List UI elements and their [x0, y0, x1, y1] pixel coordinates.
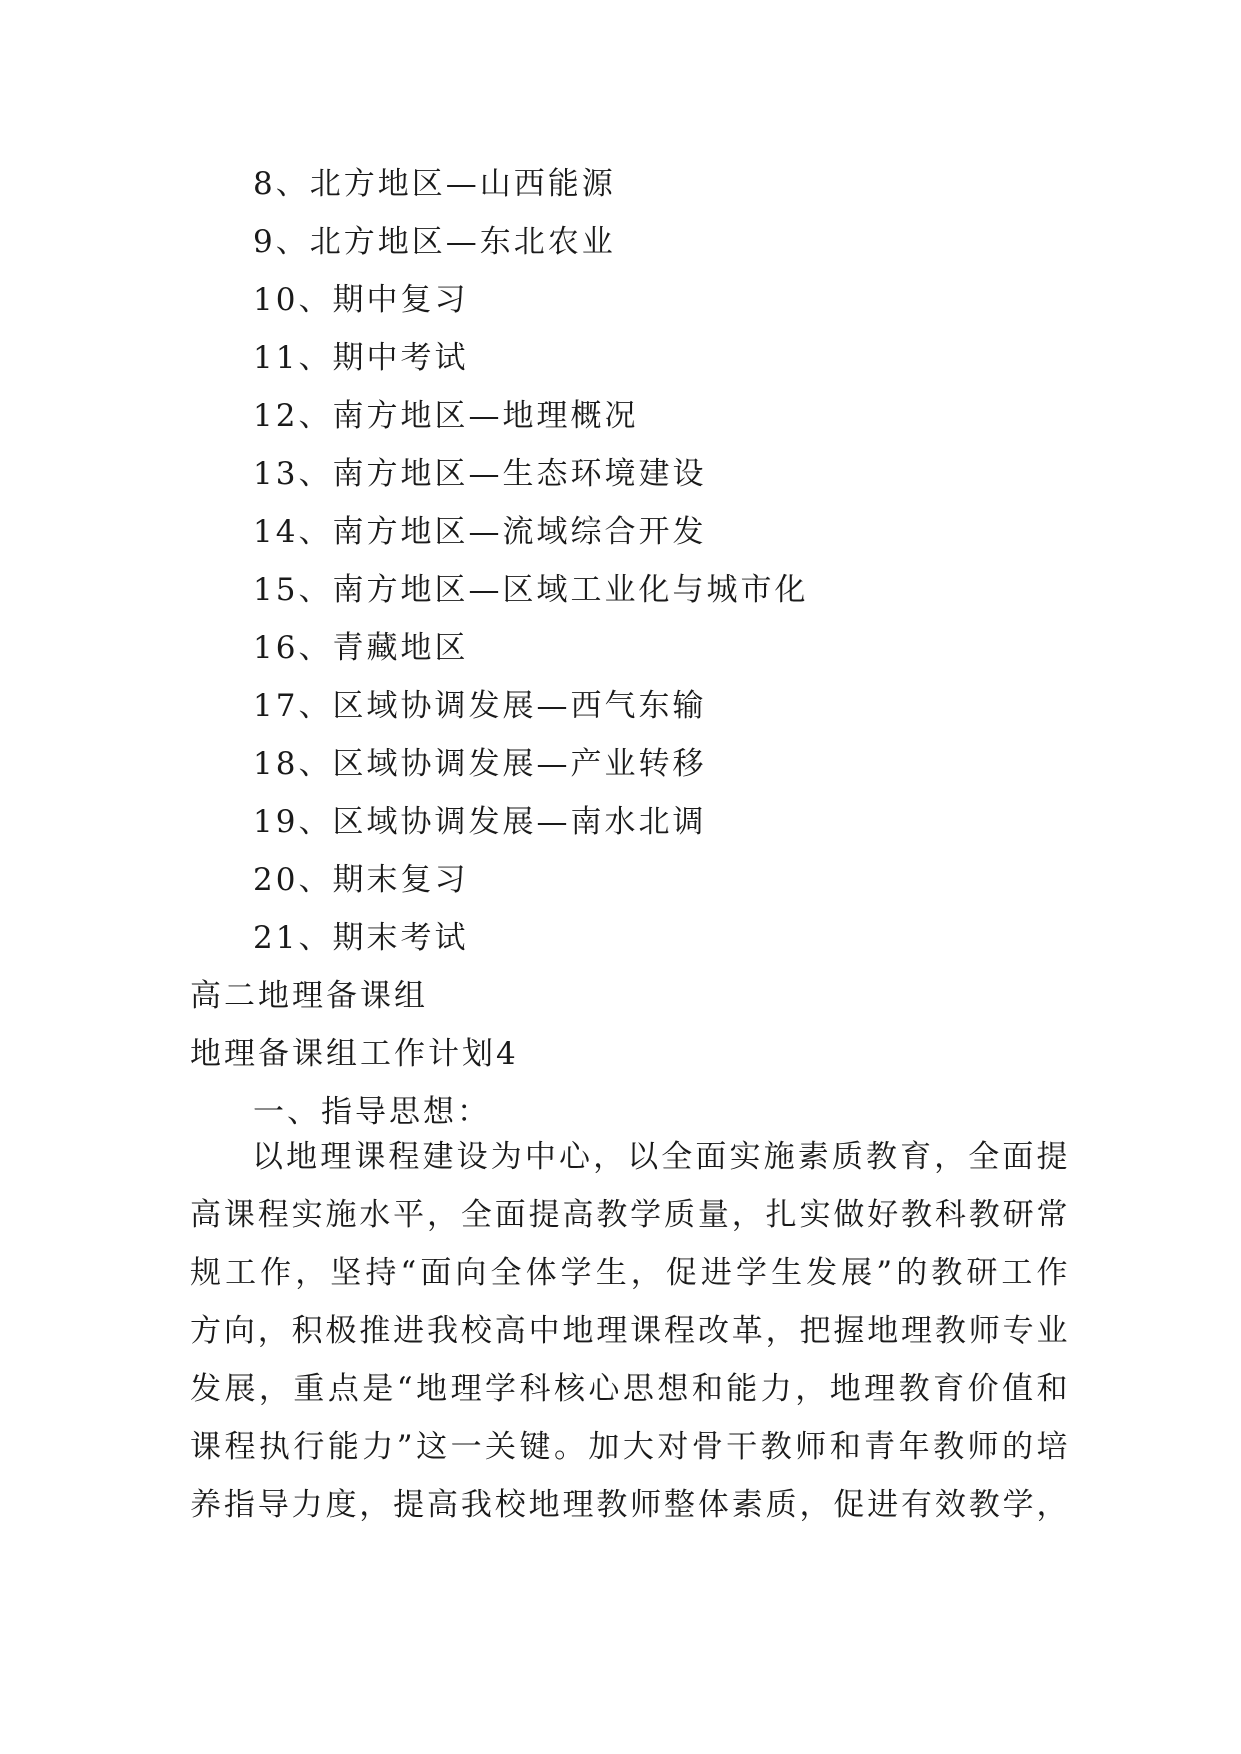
heading-guiding-ideology: 一、指导思想：: [253, 1094, 491, 1130]
paragraph-line: 以地理课程建设为中心，以全面实施素质教育，全面提: [252, 1139, 1070, 1175]
list-item: 15、南方地区—区域工业化与城市化: [253, 572, 809, 608]
list-item: 8、北方地区—山西能源: [253, 166, 616, 202]
list-item: 9、北方地区—东北农业: [253, 224, 616, 260]
section-title: 地理备课组工作计划4: [190, 1036, 519, 1072]
signature: 高二地理备课组: [190, 978, 428, 1014]
list-item: 19、区域协调发展—南水北调: [253, 804, 707, 840]
list-item: 12、南方地区—地理概况: [253, 398, 639, 434]
body-paragraph: [190, 1128, 1070, 1534]
list-item: 20、期末复习: [253, 862, 469, 898]
list-item: 16、青藏地区: [253, 630, 469, 666]
list-item: 17、区域协调发展—西气东输: [253, 688, 707, 724]
list-item: 18、区域协调发展—产业转移: [253, 746, 707, 782]
list-item: 13、南方地区—生态环境建设: [253, 456, 707, 492]
list-item: 11、期中考试: [253, 340, 469, 376]
list-item: 10、期中复习: [253, 282, 469, 318]
paragraph-line: 高课程实施水平，全面提高教学质量，扎实做好教科教研常: [190, 1197, 1070, 1233]
list-item: 21、期末考试: [253, 920, 469, 956]
paragraph-line: 发展，重点是“地理学科核心思想和能力，地理教育价值和: [190, 1371, 1070, 1407]
list-item: 14、南方地区—流域综合开发: [253, 514, 707, 550]
paragraph-line: 养指导力度，提高我校地理教师整体素质，促进有效教学，: [190, 1487, 1070, 1523]
paragraph-line: 规工作，坚持“面向全体学生，促进学生发展”的教研工作: [190, 1255, 1070, 1291]
paragraph-line: 课程执行能力”这一关键。加大对骨干教师和青年教师的培: [190, 1429, 1070, 1465]
paragraph-line: 方向，积极推进我校高中地理课程改革，把握地理教师专业: [190, 1313, 1070, 1349]
